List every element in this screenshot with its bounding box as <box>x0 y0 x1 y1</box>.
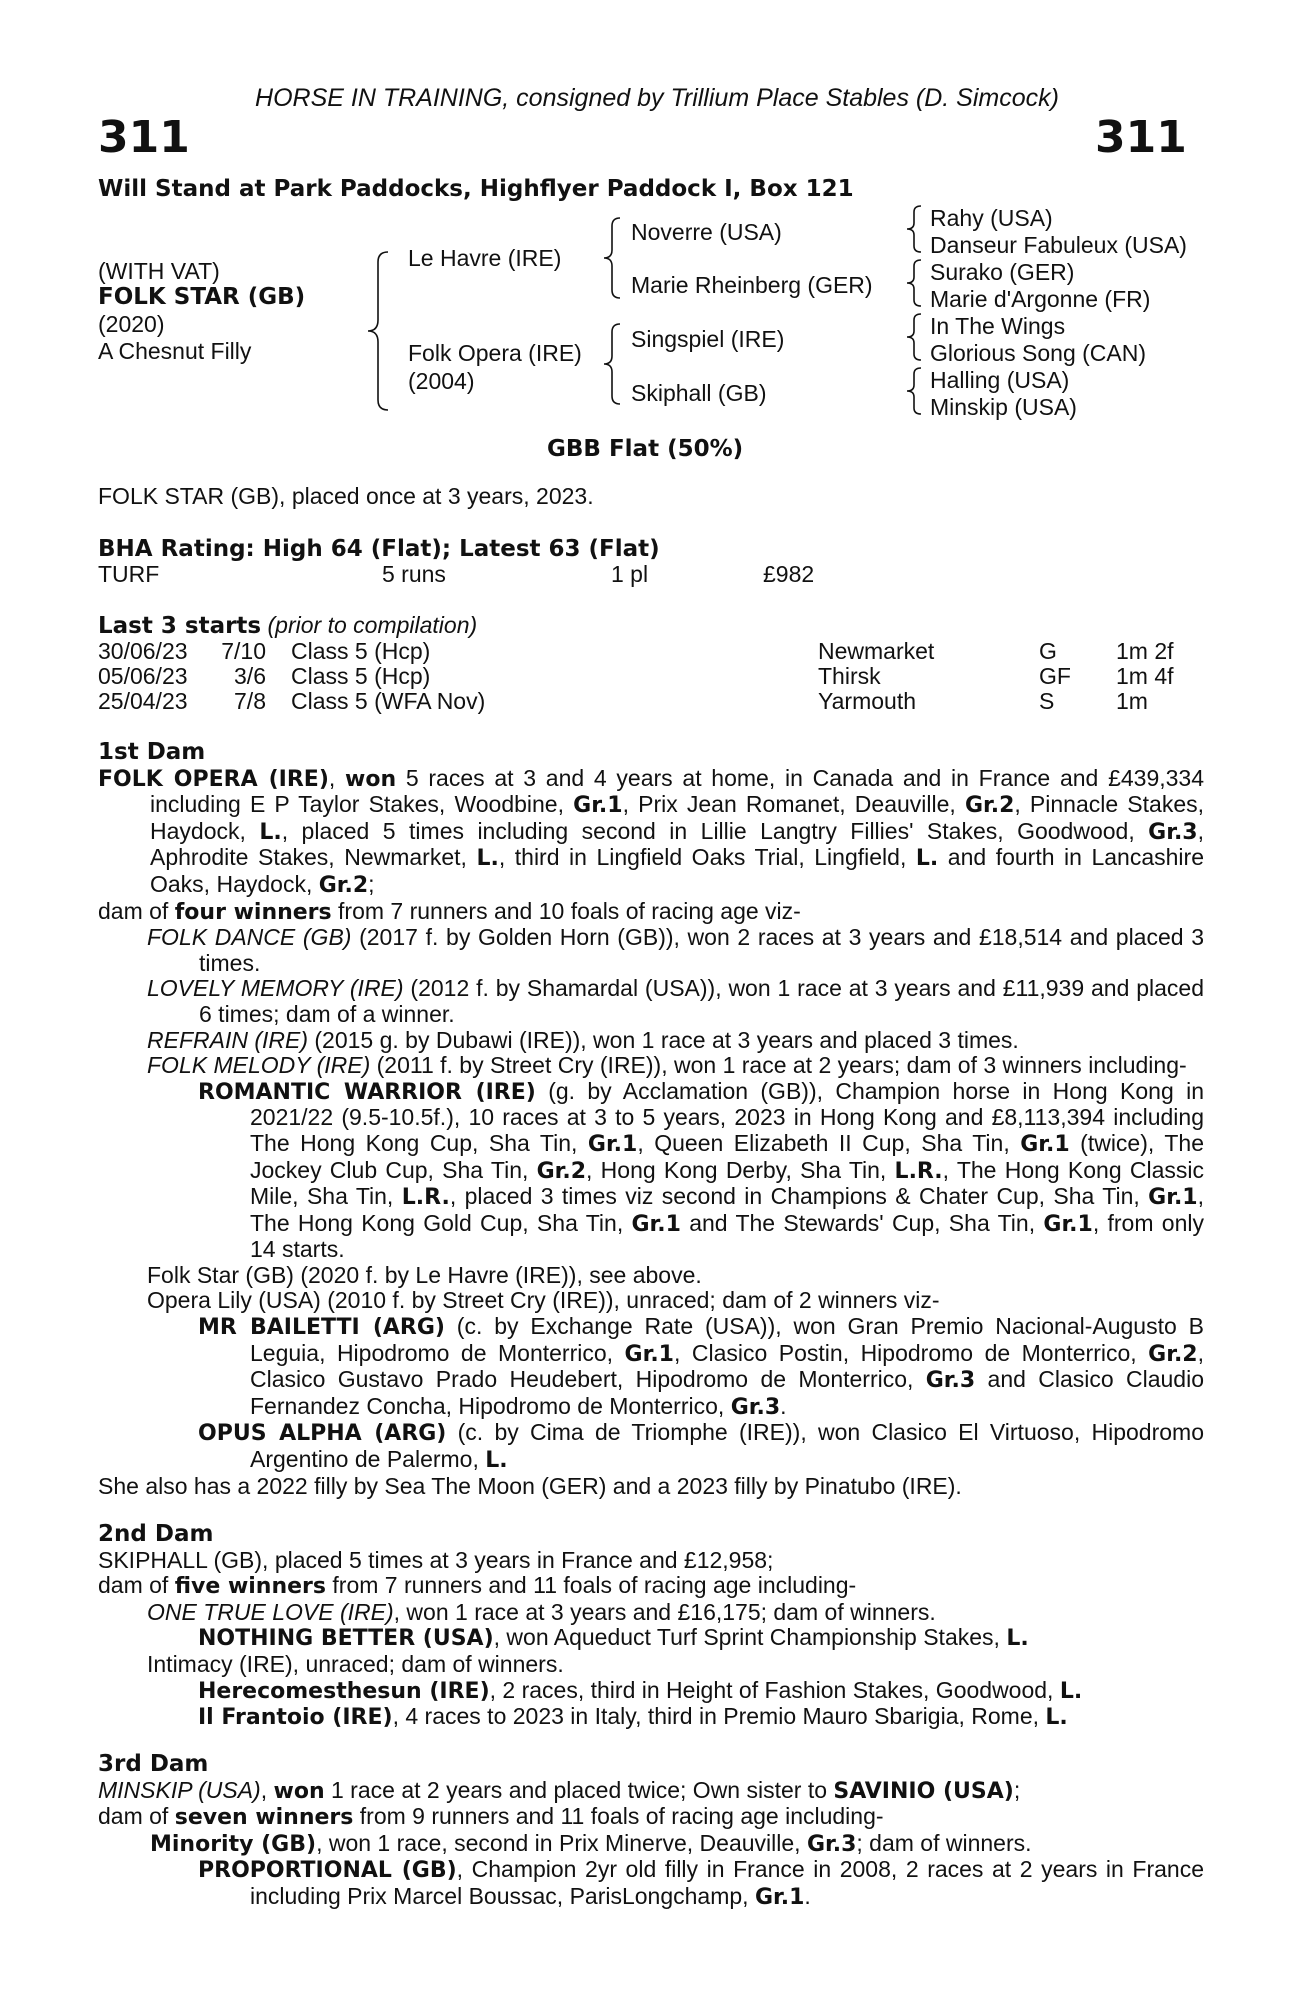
start-course-1: Newmarket <box>818 638 935 664</box>
rating-surface: TURF <box>98 561 160 587</box>
start-going-2: GF <box>1039 663 1071 689</box>
rating-earnings: £982 <box>763 561 815 587</box>
produce-mr-bailetti: MR BAILETTI (ARG) (c. by Exchange Rate (USA)), won Gran Premio Nacional-Augusto B Leguia, Hipodromo de Monterrico, Gr.1, Clasico Postin, Hipodromo de Monterrico, Gr.2, Clasico Gustavo Prado Heudebert, Hipodromo de Monterrico, Gr.3 and Clasico Claudio Fernandez Concha, Hipodromo de Monterrico, Gr.3. <box>198 1313 1204 1420</box>
produce-intimacy: Intimacy (IRE), unraced; dam of winners. <box>147 1650 564 1677</box>
start-date-2: 05/06/23 <box>98 663 188 689</box>
last-starts-note: (prior to compilation) <box>267 612 478 638</box>
pedigree-brace-g2 <box>905 258 925 308</box>
produce-one-true-love: ONE TRUE LOVE (IRE), won 1 race at 3 years and £16,175; dam of winners. <box>147 1598 936 1625</box>
third-dam-record: MINSKIP (USA), won 1 race at 2 years and placed twice; Own sister to SAVINIO (USA); <box>98 1776 1021 1804</box>
pedigree-sire: Le Havre (IRE) <box>408 245 562 271</box>
produce-folk-melody: FOLK MELODY (IRE) (2011 f. by Street Cry (IRE)), won 1 race at 2 years; dam of 3 winners including- <box>147 1052 1187 1079</box>
pedigree-dam: Folk Opera (IRE) <box>408 340 582 366</box>
first-dam-title: 1st Dam <box>98 739 206 765</box>
start-date-3: 25/04/23 <box>98 688 188 714</box>
horse-summary: FOLK STAR (GB), placed once at 3 years, 2023. <box>98 483 594 509</box>
third-dam-section <box>98 1752 1204 1911</box>
second-dam-section <box>98 1522 1204 1731</box>
start-race-1: Class 5 (Hcp) <box>291 638 431 664</box>
pedigree-brace-g3 <box>905 312 925 362</box>
start-date-1: 30/06/23 <box>98 638 188 664</box>
produce-minority: Minority (GB), won 1 race, second in Prix Minerve, Deauville, Gr.3; dam of winners. <box>150 1829 1032 1857</box>
pedigree-brace-main <box>366 250 392 412</box>
start-course-2: Thirsk <box>818 663 881 689</box>
pedigree-g7: Halling (USA) <box>930 367 1070 393</box>
produce-opera-lily: Opera Lily (USA) (2010 f. by Street Cry (IRE)), unraced; dam of 2 winners viz- <box>147 1287 940 1314</box>
pedigree-g8: Minskip (USA) <box>930 394 1077 420</box>
produce-lovely-memory: LOVELY MEMORY (IRE) (2012 f. by Shamardal (USA)), won 1 race at 3 years and £11,939 and placed 6 times; dam of a winner. <box>147 975 1204 1027</box>
horse-description: A Chesnut Filly <box>98 338 252 364</box>
pedigree-g5: In The Wings <box>930 313 1066 339</box>
first-dam-section <box>98 740 1204 1499</box>
third-dam-produce: dam of seven winners from 9 runners and 11 foals of racing age including- <box>98 1803 884 1831</box>
start-race-2: Class 5 (Hcp) <box>291 663 431 689</box>
produce-il-frantoio: Il Frantoio (IRE), 4 races to 2023 in Italy, third in Premio Mauro Sbarigia, Rome, L. <box>198 1703 1068 1731</box>
lot-number-right: 311 <box>1095 112 1187 163</box>
produce-proportional: PROPORTIONAL (GB), Champion 2yr old filly in France in 2008, 2 races at 2 years in France including Prix Marcel Boussac, ParisLongchamp, Gr.1. <box>198 1856 1204 1910</box>
start-going-3: S <box>1039 688 1055 714</box>
first-dam-record: FOLK OPERA (IRE), won 5 races at 3 and 4 years at home, in Canada and in France and £439,334 including E P Taylor Stakes, Woodbine, Gr.1, Prix Jean Romanet, Deauville, Gr.2, Pinnacle Stakes, Haydock, L., placed 5 times including second in Lillie Langtry Fillies' Stakes, Goodwood, Gr.3, Aphrodite Stakes, Newmarket, L., third in Lingfield Oaks Trial, Lingfield, L. and fourth in Lancashire Oaks, Haydock, Gr.2; <box>98 764 1204 898</box>
rating-runs: 5 runs <box>382 561 446 587</box>
pedigree-dam-year: (2004) <box>408 368 475 394</box>
pedigree-brace-dam <box>602 322 624 406</box>
pedigree-sire-sire: Noverre (USA) <box>631 219 782 245</box>
start-dist-2: 1m 4f <box>1116 663 1174 689</box>
second-dam-record: SKIPHALL (GB), placed 5 times at 3 years in France and £12,958; <box>98 1546 774 1573</box>
first-dam-also: She also has a 2022 filly by Sea The Moon (GER) and a 2023 filly by Pinatubo (IRE). <box>98 1472 962 1499</box>
produce-folk-star: Folk Star (GB) (2020 f. by Le Havre (IRE)), see above. <box>147 1261 702 1288</box>
produce-folk-dance: FOLK DANCE (GB) (2017 f. by Golden Horn (GB)), won 2 races at 3 years and £18,514 and placed 3 times. <box>147 924 1204 976</box>
pedigree-brace-sire <box>602 216 624 300</box>
start-race-3: Class 5 (WFA Nov) <box>291 688 486 714</box>
tax-status: GBB Flat (50%) <box>547 436 744 462</box>
horse-name: FOLK STAR (GB) <box>98 284 306 310</box>
produce-herecomesthesun: Herecomesthesun (IRE), 2 races, third in Height of Fashion Stakes, Goodwood, L. <box>198 1676 1083 1704</box>
horse-year: (2020) <box>98 311 165 337</box>
start-pos-3: 7/8 <box>234 688 266 714</box>
start-course-3: Yarmouth <box>818 688 917 714</box>
second-dam-title: 2nd Dam <box>98 1521 214 1547</box>
pedigree-brace-g4 <box>905 366 925 416</box>
pedigree-brace-g1 <box>905 204 925 254</box>
stand-location: Will Stand at Park Paddocks, Highflyer Paddock I, Box 121 <box>98 176 854 202</box>
consignment-header: HORSE IN TRAINING, consigned by Trillium Place Stables (D. Simcock) <box>255 84 1059 112</box>
third-dam-title: 3rd Dam <box>98 1751 209 1777</box>
start-dist-1: 1m 2f <box>1116 638 1174 664</box>
produce-romantic-warrior: ROMANTIC WARRIOR (IRE) (g. by Acclamation (GB)), Champion horse in Hong Kong in 2021/22 (9.5-10.5f.), 10 races at 3 to 5 years, 2023 in Hong Kong and £8,113,394 including The Hong Kong Cup, Sha Tin, Gr.1, Queen Elizabeth II Cup, Sha Tin, Gr.1 (twice), The Jockey Club Cup, Sha Tin, Gr.2, Hong Kong Derby, Sha Tin, L.R., The Hong Kong Classic Mile, Sha Tin, L.R., placed 3 times viz second in Champions & Chater Cup, Sha Tin, Gr.1, The Hong Kong Gold Cup, Sha Tin, Gr.1 and The Stewards' Cup, Sha Tin, Gr.1, from only 14 starts. <box>198 1077 1204 1263</box>
lot-number-left: 311 <box>98 112 190 163</box>
start-dist-3: 1m <box>1116 688 1148 714</box>
pedigree-g6: Glorious Song (CAN) <box>930 340 1147 366</box>
vat-status: (WITH VAT) <box>98 258 220 284</box>
pedigree-g1: Rahy (USA) <box>930 205 1053 231</box>
pedigree-g3: Surako (GER) <box>930 259 1075 285</box>
produce-opus-alpha: OPUS ALPHA (ARG) (c. by Cima de Triomphe (IRE)), won Clasico El Virtuoso, Hipodromo Argentino de Palermo, L. <box>198 1419 1204 1474</box>
last-starts-heading <box>98 612 477 639</box>
last-starts-title: Last 3 starts <box>98 613 262 639</box>
pedigree-dam-sire: Singspiel (IRE) <box>631 326 785 352</box>
rating-placed: 1 pl <box>611 561 649 587</box>
pedigree-dam-dam: Skiphall (GB) <box>631 380 767 406</box>
start-going-1: G <box>1039 638 1057 664</box>
start-pos-2: 3/6 <box>234 663 266 689</box>
bha-rating: BHA Rating: High 64 (Flat); Latest 63 (Flat) <box>98 536 660 562</box>
produce-refrain: REFRAIN (IRE) (2015 g. by Dubawi (IRE)), won 1 race at 3 years and placed 3 times. <box>147 1026 1019 1053</box>
produce-nothing-better: NOTHING BETTER (USA), won Aqueduct Turf Sprint Championship Stakes, L. <box>198 1624 1029 1652</box>
pedigree-sire-dam: Marie Rheinberg (GER) <box>631 272 873 298</box>
pedigree-g4: Marie d'Argonne (FR) <box>930 286 1151 312</box>
first-dam-produce: dam of four winners from 7 runners and 10 foals of racing age viz- <box>98 897 801 925</box>
start-pos-1: 7/10 <box>221 638 266 664</box>
second-dam-produce: dam of five winners from 7 runners and 11 foals of racing age including- <box>98 1572 857 1600</box>
pedigree-g2: Danseur Fabuleux (USA) <box>930 232 1187 258</box>
